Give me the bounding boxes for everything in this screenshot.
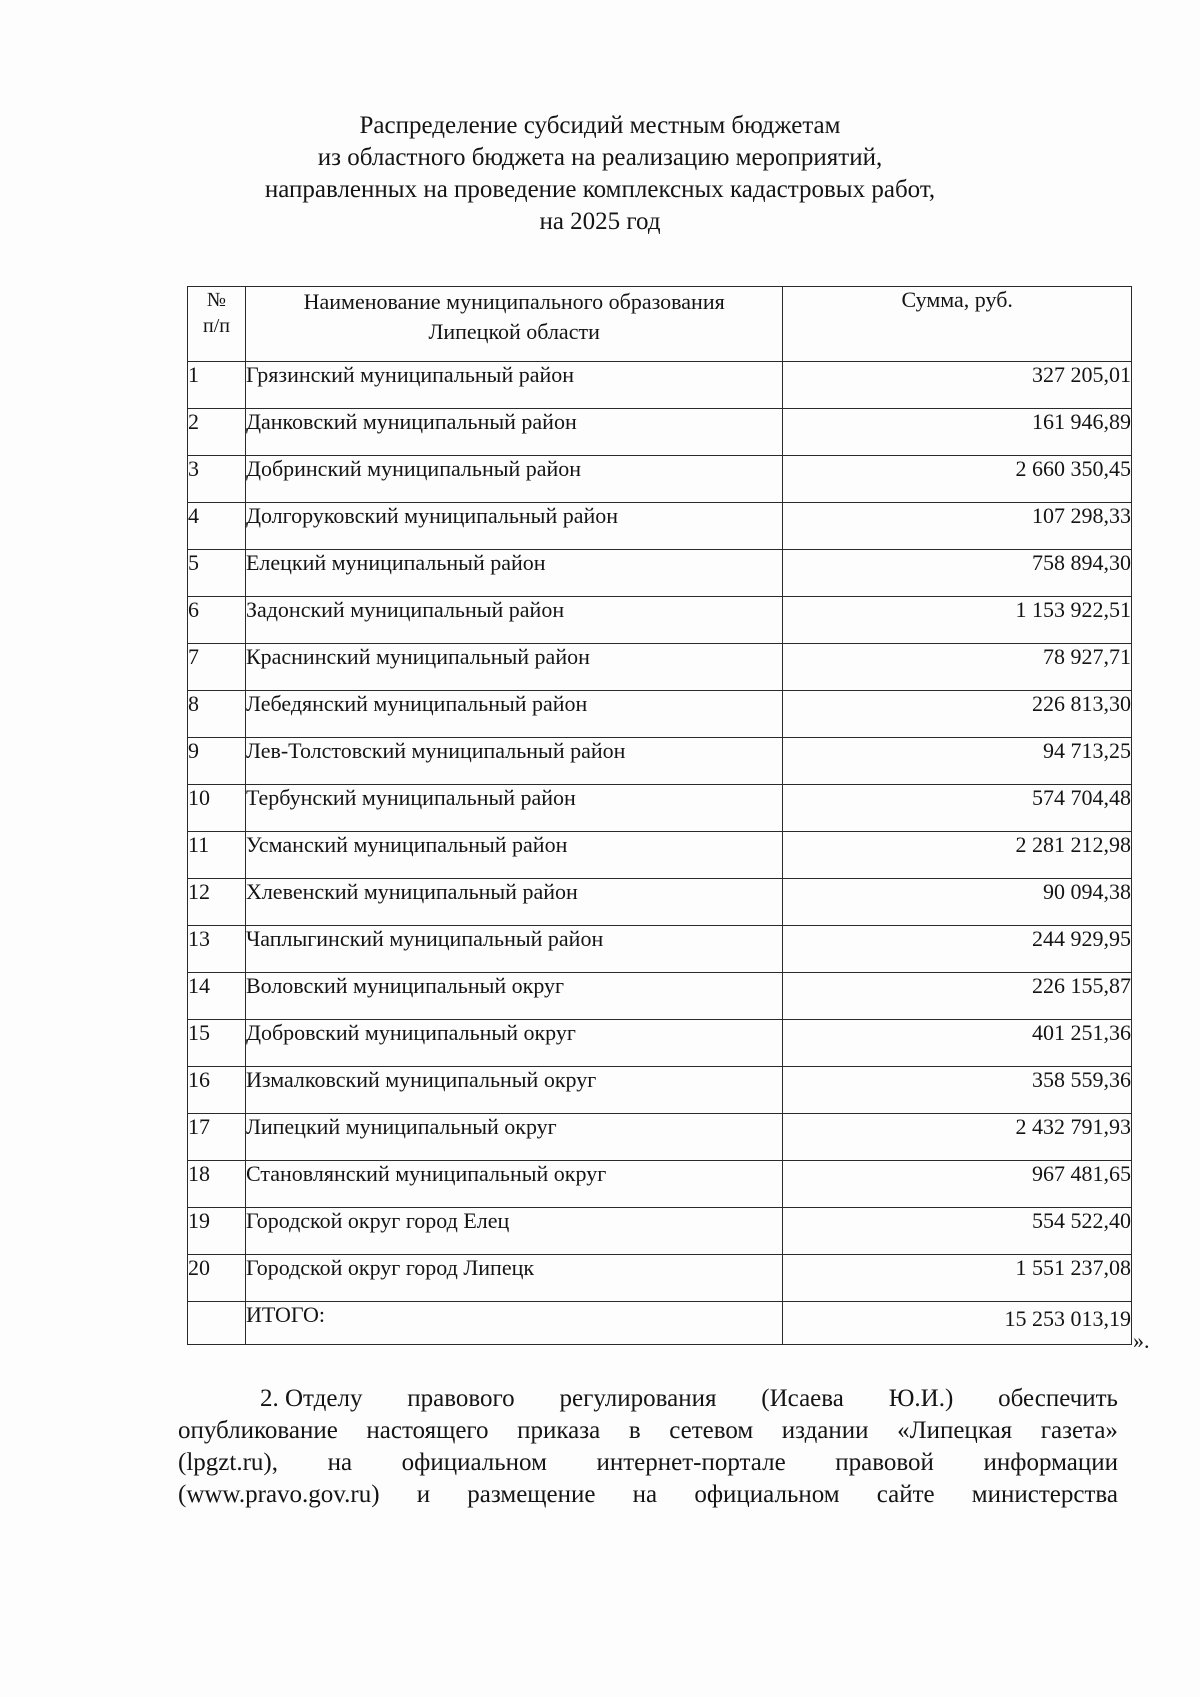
header-sum: Сумма, руб. <box>783 287 1132 362</box>
row-sum: 107 298,33 <box>783 503 1132 550</box>
row-sum: 758 894,30 <box>783 550 1132 597</box>
table-row <box>188 597 1132 644</box>
row-sum: 2 660 350,45 <box>783 456 1132 503</box>
table-row <box>188 738 1132 785</box>
paragraph-word: 2. Отделу <box>260 1385 363 1412</box>
paragraph-word: сетевом <box>669 1417 754 1444</box>
paragraph-word: «Липецкая <box>897 1417 1013 1444</box>
paragraph-word: на <box>632 1481 658 1508</box>
paragraph-word: сайте <box>876 1481 935 1508</box>
row-municipality: Добринский муниципальный район <box>245 456 782 503</box>
paragraph-line <box>178 1415 1118 1447</box>
closing-quote: ». <box>1133 1328 1150 1353</box>
total-number <box>188 1302 246 1345</box>
row-municipality: Задонский муниципальный район <box>245 597 782 644</box>
header-municipality <box>245 287 782 362</box>
row-municipality: Лебедянский муниципальный район <box>245 691 782 738</box>
paragraph-word: и <box>416 1481 431 1508</box>
row-number: 19 <box>188 1208 246 1255</box>
row-sum: 226 155,87 <box>783 973 1132 1020</box>
title-line: направленных на проведение комплексных кадастровых работ, <box>264 176 936 203</box>
row-municipality: Грязинский муниципальный район <box>245 362 782 409</box>
row-sum: 78 927,71 <box>783 644 1132 691</box>
row-number: 20 <box>188 1255 246 1302</box>
header-number-sign: № <box>206 289 227 311</box>
row-number: 14 <box>188 973 246 1020</box>
table-row <box>188 1161 1132 1208</box>
paragraph-word: регулирования <box>559 1385 717 1412</box>
row-number: 4 <box>188 503 246 550</box>
row-municipality: Долгоруковский муниципальный район <box>245 503 782 550</box>
title-line: из областного бюджета на реализацию мероприятий, <box>317 144 883 171</box>
paragraph-word: обеспечить <box>998 1385 1118 1412</box>
row-municipality: Лев-Толстовский муниципальный район <box>245 738 782 785</box>
row-number: 5 <box>188 550 246 597</box>
paragraph-word: приказа <box>517 1417 601 1444</box>
row-sum: 2 281 212,98 <box>783 832 1132 879</box>
table-row <box>188 1208 1132 1255</box>
row-number: 10 <box>188 785 246 832</box>
row-number: 8 <box>188 691 246 738</box>
paragraph-word: газета» <box>1040 1417 1118 1444</box>
header-number-abbr: п/п <box>202 315 230 337</box>
row-sum: 1 551 237,08 <box>783 1255 1132 1302</box>
row-sum: 967 481,65 <box>783 1161 1132 1208</box>
paragraph-word: официальном <box>694 1481 840 1508</box>
row-municipality: Тербунский муниципальный район <box>245 785 782 832</box>
paragraph-word: министерства <box>971 1481 1118 1508</box>
table-row <box>188 1067 1132 1114</box>
row-sum: 2 432 791,93 <box>783 1114 1132 1161</box>
row-municipality: Городской округ город Елец <box>245 1208 782 1255</box>
row-number: 3 <box>188 456 246 503</box>
body-paragraph <box>178 1383 1118 1511</box>
row-sum: 401 251,36 <box>783 1020 1132 1067</box>
title-line: на 2025 год <box>539 208 661 235</box>
row-number: 11 <box>188 832 246 879</box>
row-number: 15 <box>188 1020 246 1067</box>
table-row <box>188 409 1132 456</box>
paragraph-line <box>178 1383 1118 1415</box>
paragraph-word: информации <box>983 1449 1118 1476</box>
row-number: 13 <box>188 926 246 973</box>
row-sum: 358 559,36 <box>783 1067 1132 1114</box>
paragraph-word: Ю.И.) <box>888 1385 954 1412</box>
row-number: 17 <box>188 1114 246 1161</box>
table-row <box>188 785 1132 832</box>
paragraph-word: правового <box>407 1385 515 1412</box>
row-sum: 574 704,48 <box>783 785 1132 832</box>
total-sum: 15 253 013,19 <box>783 1302 1132 1345</box>
table-body <box>188 362 1132 1345</box>
header-municipality-line: Наименование муниципального образования <box>303 289 725 314</box>
row-municipality: Данковский муниципальный район <box>245 409 782 456</box>
row-sum: 554 522,40 <box>783 1208 1132 1255</box>
paragraph-word: издании <box>781 1417 869 1444</box>
row-number: 12 <box>188 879 246 926</box>
table-row <box>188 691 1132 738</box>
paragraph-word: официальном <box>401 1449 547 1476</box>
row-municipality: Измалковский муниципальный округ <box>245 1067 782 1114</box>
row-sum: 244 929,95 <box>783 926 1132 973</box>
document-title <box>250 110 950 238</box>
table-row <box>188 832 1132 879</box>
table-row <box>188 926 1132 973</box>
paragraph-word: настоящего <box>366 1417 489 1444</box>
row-number: 9 <box>188 738 246 785</box>
row-sum: 327 205,01 <box>783 362 1132 409</box>
table-row <box>188 644 1132 691</box>
paragraph-word: в <box>628 1417 641 1444</box>
paragraph-line <box>178 1447 1118 1479</box>
header-municipality-line: Липецкой области <box>428 319 600 344</box>
row-number: 18 <box>188 1161 246 1208</box>
paragraph-word: размещение <box>467 1481 596 1508</box>
table-total-row <box>188 1302 1132 1345</box>
table-row <box>188 1114 1132 1161</box>
subsidies-table <box>187 286 1132 1345</box>
table-row <box>188 1255 1132 1302</box>
row-municipality: Чаплыгинский муниципальный район <box>245 926 782 973</box>
total-label: ИТОГО: <box>245 1302 782 1345</box>
row-sum: 90 094,38 <box>783 879 1132 926</box>
row-number: 16 <box>188 1067 246 1114</box>
row-municipality: Елецкий муниципальный район <box>245 550 782 597</box>
row-municipality: Липецкий муниципальный округ <box>245 1114 782 1161</box>
row-municipality: Краснинский муниципальный район <box>245 644 782 691</box>
paragraph-word: (lpgzt.ru), <box>178 1449 278 1476</box>
title-line: Распределение субсидий местным бюджетам <box>359 112 841 139</box>
table-row <box>188 550 1132 597</box>
table-row <box>188 973 1132 1020</box>
row-municipality: Добровский муниципальный округ <box>245 1020 782 1067</box>
row-number: 2 <box>188 409 246 456</box>
row-municipality: Усманский муниципальный район <box>245 832 782 879</box>
header-number <box>188 287 246 362</box>
row-municipality: Становлянский муниципальный округ <box>245 1161 782 1208</box>
row-number: 7 <box>188 644 246 691</box>
paragraph-word: правовой <box>835 1449 934 1476</box>
table-row <box>188 456 1132 503</box>
paragraph-word: опубликование <box>178 1417 338 1444</box>
row-number: 6 <box>188 597 246 644</box>
row-sum: 161 946,89 <box>783 409 1132 456</box>
row-sum: 226 813,30 <box>783 691 1132 738</box>
paragraph-word: (www.pravo.gov.ru) <box>178 1481 380 1508</box>
paragraph-word: (Исаева <box>761 1385 844 1412</box>
paragraph-word: интернет-портале <box>596 1449 786 1476</box>
row-municipality: Хлевенский муниципальный район <box>245 879 782 926</box>
row-sum: 1 153 922,51 <box>783 597 1132 644</box>
row-municipality: Городской округ город Липецк <box>245 1255 782 1302</box>
table-row <box>188 362 1132 409</box>
table-row <box>188 503 1132 550</box>
paragraph-line <box>178 1479 1118 1511</box>
table-row <box>188 879 1132 926</box>
paragraph-word: на <box>327 1449 353 1476</box>
row-sum: 94 713,25 <box>783 738 1132 785</box>
row-municipality: Воловский муниципальный округ <box>245 973 782 1020</box>
table-row <box>188 1020 1132 1067</box>
table-header-row <box>188 287 1132 362</box>
row-number: 1 <box>188 362 246 409</box>
